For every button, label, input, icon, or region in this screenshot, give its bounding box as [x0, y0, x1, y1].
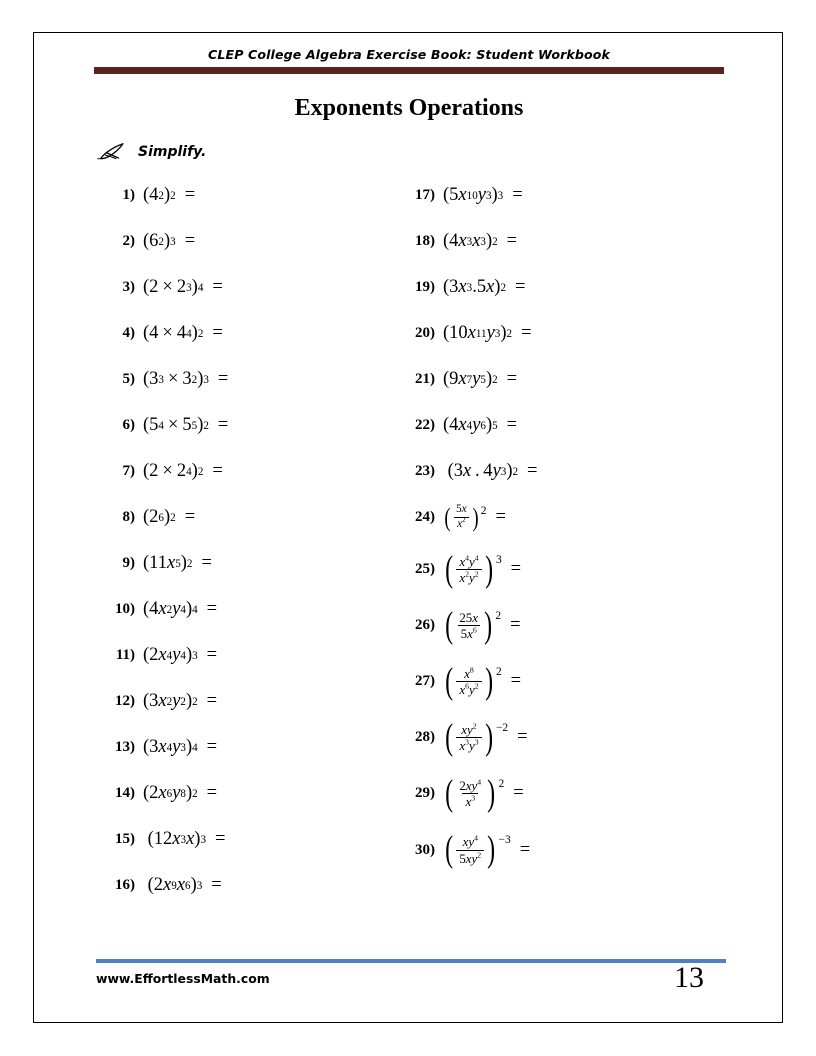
problem-number: 14): [115, 785, 135, 801]
fraction: $\frac{xy^4}{5xy^2}$: [456, 835, 484, 865]
problem-number: 1): [122, 187, 135, 203]
problem-expression: ( $\frac{xy^2}{x^3y^3}$ ) −2 =: [445, 716, 528, 758]
fraction: $\frac{25x}{5x^6}$: [459, 609, 479, 642]
problem-17: [409, 185, 784, 206]
problem-20: [409, 323, 784, 344]
problem-number: 15): [115, 831, 135, 847]
problem-expression: (2 x 4 y 4 ) 3 =: [143, 645, 218, 665]
problem-13: [109, 737, 389, 758]
problem-expression: (4 x 4 y 6 ) 5 =: [443, 415, 518, 435]
problem-number: 2): [122, 233, 135, 249]
problem-12: [109, 691, 389, 712]
problem-19: [409, 277, 784, 298]
problem-number: 29): [415, 785, 435, 802]
problem-number: 7): [122, 463, 135, 479]
problem-9: [109, 553, 389, 574]
footer-divider: [96, 959, 726, 963]
problem-expression: (4 × 4 4 ) 2 =: [143, 323, 223, 343]
problem-expression: ( $\frac{x^4y^4}{x^2y^2}$ ) 3 =: [445, 548, 522, 590]
problem-number: 30): [415, 841, 435, 858]
problem-number: 13): [115, 739, 135, 755]
problem-number: 4): [122, 325, 135, 341]
fraction: $\frac{5x}{x^2}$: [455, 503, 467, 530]
problem-number: 26): [415, 617, 435, 634]
problem-expression: (3 x 2 y 2 ) 2 =: [143, 691, 218, 711]
problem-number: 18): [415, 233, 435, 249]
page-number: 13: [674, 961, 704, 994]
problem-expression: (6 2 ) 3 =: [143, 231, 196, 251]
problem-expression: ( $\frac{xy^4}{5xy^2}$ ) −3 =: [445, 829, 531, 870]
problem-2: [109, 231, 389, 252]
problem-number: 17): [415, 187, 435, 203]
problem-expression: (12 x 3 x ) 3 =: [143, 829, 226, 849]
problem-number: 27): [415, 673, 435, 690]
footer-website: www.EffortlessMath.com: [96, 971, 270, 986]
problem-10: [109, 599, 389, 620]
problem-expression: ( $\frac{x^8}{x^6y^2}$ ) 2 =: [445, 660, 522, 702]
problem-number: 21): [415, 371, 435, 387]
problem-expression: (3 x 3 .5 x ) 2 =: [443, 277, 526, 297]
problem-23: [409, 461, 784, 482]
problem-expression: (3 x 4 y 3 ) 4 =: [143, 737, 218, 757]
problem-number: 5): [122, 371, 135, 387]
problem-3: [109, 277, 389, 298]
problem-number: 25): [415, 561, 435, 578]
problem-6: [109, 415, 389, 436]
problem-7: [109, 461, 389, 482]
problem-expression: (2 x 9 x 6 ) 3 =: [143, 875, 222, 895]
problem-number: 28): [415, 729, 435, 746]
fraction: $\frac{x^8}{x^6y^2}$: [456, 667, 481, 697]
problem-number: 20): [415, 325, 435, 341]
problem-22: [409, 415, 784, 436]
problem-expression: (5 x 10 y 3 ) 3 =: [443, 185, 523, 205]
problem-18: [409, 231, 784, 252]
problem-number: 6): [122, 417, 135, 433]
problem-expression: (2 6 ) 2 =: [143, 507, 196, 527]
problem-number: 10): [115, 601, 135, 617]
problems-area: [34, 185, 784, 896]
problem-11: [109, 645, 389, 666]
problem-number: 8): [122, 509, 135, 525]
problem-number: 11): [115, 647, 135, 663]
problem-expression: (9 x 7 y 5 ) 2 =: [443, 369, 518, 389]
problem-expression: (11 x 5 ) 2 =: [143, 553, 212, 573]
problem-expression: (4 2 ) 2 =: [143, 185, 196, 205]
problem-expression: (2 × 2 3 ) 4 =: [143, 277, 223, 297]
problem-21: [409, 369, 784, 390]
page-header: [94, 47, 724, 74]
problem-number: 3): [122, 279, 135, 295]
problem-expression: ( $\frac{2xy^4}{x^3}$ ) 2 =: [445, 772, 524, 814]
problem-26: [409, 604, 784, 646]
problem-expression: (4 x 3 x 3 ) 2 =: [443, 231, 518, 251]
problem-expression: (4 x 2 y 4 ) 4 =: [143, 599, 218, 619]
problem-number: 24): [415, 508, 435, 525]
problem-number: 12): [115, 693, 135, 709]
problems-column-right: [389, 185, 784, 896]
problem-8: [109, 507, 389, 528]
problem-expression: ( $\frac{25x}{5x^6}$ ) 2 =: [445, 604, 521, 646]
problem-expression: (3 x . 4 y 3 ) 2 =: [443, 461, 538, 481]
problem-5: [109, 369, 389, 390]
problem-15: [109, 829, 389, 850]
problem-expression: (2 x 6 y 8 ) 2 =: [143, 783, 218, 803]
problem-number: 23): [415, 463, 435, 479]
problem-27: [409, 660, 784, 702]
problem-number: 16): [115, 877, 135, 893]
worksheet-page: [33, 32, 783, 1023]
fraction: $\frac{xy^2}{x^3y^3}$: [456, 723, 481, 753]
fraction: $\frac{2xy^4}{x^3}$: [459, 777, 482, 810]
problem-16: [109, 875, 389, 896]
problem-28: [409, 716, 784, 758]
problem-14: [109, 783, 389, 804]
problem-number: 19): [415, 279, 435, 295]
problem-30: [409, 829, 784, 870]
problem-number: 22): [415, 417, 435, 433]
problem-4: [109, 323, 389, 344]
problem-expression: (10 x 11 y 3 ) 2 =: [443, 323, 532, 343]
problem-number: 9): [122, 555, 135, 571]
problem-1: [109, 185, 389, 206]
problems-column-left: [34, 185, 389, 896]
problem-24: [409, 504, 784, 531]
header-divider: [94, 67, 724, 74]
quill-pen-icon: [96, 141, 126, 163]
fraction: $\frac{x^4y^4}{x^2y^2}$: [456, 555, 481, 585]
problem-25: [409, 548, 784, 590]
problem-expression: (5 4 × 5 5 ) 2 =: [143, 415, 229, 435]
problem-expression: ( $\frac{5x}{x^2}$ ) 2 =: [444, 502, 506, 533]
page-title: Exponents Operations: [294, 95, 524, 121]
problem-expression: (2 × 2 4 ) 2 =: [143, 461, 223, 481]
instruction-label: Simplify.: [138, 144, 207, 160]
problem-expression: (3 3 × 3 2 ) 3 =: [143, 369, 229, 389]
problem-29: [409, 772, 784, 814]
book-title: CLEP College Algebra Exercise Book: Student Workbook: [208, 47, 610, 62]
instruction-row: [96, 141, 206, 163]
